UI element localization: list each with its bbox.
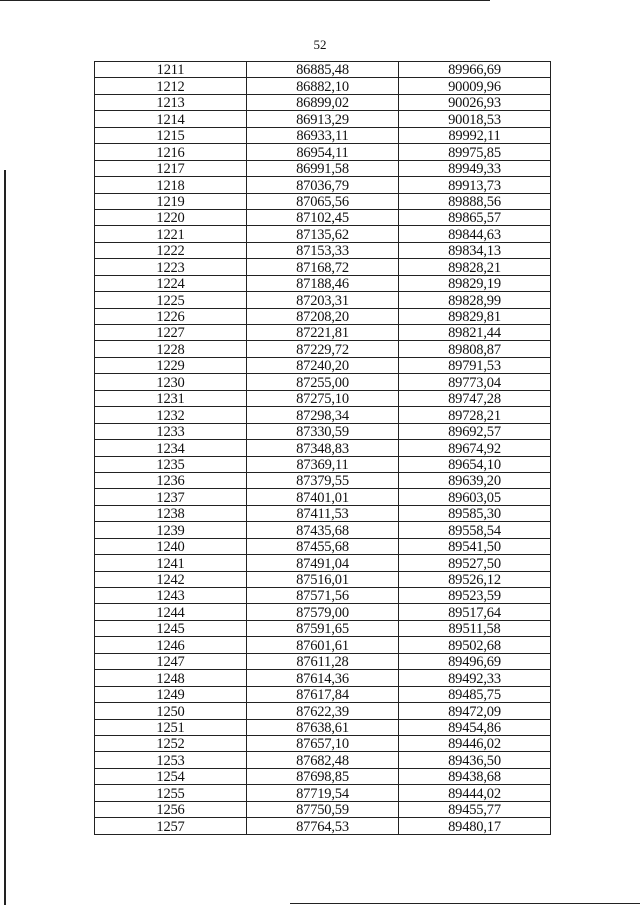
point-number-cell: 1256 (95, 801, 247, 817)
y-coordinate-cell: 89966,69 (399, 62, 551, 78)
x-coordinate-cell: 87750,59 (247, 801, 399, 817)
point-number-cell: 1212 (95, 78, 247, 94)
x-coordinate-cell: 86933,11 (247, 127, 399, 143)
y-coordinate-cell: 89791,53 (399, 357, 551, 373)
point-number-cell: 1244 (95, 604, 247, 620)
y-coordinate-cell: 89808,87 (399, 341, 551, 357)
table-row (95, 78, 551, 94)
point-number-cell: 1235 (95, 456, 247, 472)
x-coordinate-cell: 87411,53 (247, 505, 399, 521)
y-coordinate-cell: 89485,75 (399, 686, 551, 702)
y-coordinate-cell: 89654,10 (399, 456, 551, 472)
y-coordinate-cell: 89502,68 (399, 637, 551, 653)
x-coordinate-cell: 87491,04 (247, 555, 399, 571)
point-number-cell: 1237 (95, 489, 247, 505)
x-coordinate-cell: 86954,11 (247, 144, 399, 160)
table-row (95, 259, 551, 275)
point-number-cell: 1242 (95, 571, 247, 587)
x-coordinate-cell: 87255,00 (247, 374, 399, 390)
point-number-cell: 1223 (95, 259, 247, 275)
y-coordinate-cell: 89436,50 (399, 752, 551, 768)
y-coordinate-cell: 89975,85 (399, 144, 551, 160)
table-row (95, 275, 551, 291)
y-coordinate-cell: 89603,05 (399, 489, 551, 505)
x-coordinate-cell: 87036,79 (247, 177, 399, 193)
table-row (95, 637, 551, 653)
point-number-cell: 1225 (95, 292, 247, 308)
table-row (95, 440, 551, 456)
y-coordinate-cell: 89492,33 (399, 670, 551, 686)
y-coordinate-cell: 89446,02 (399, 735, 551, 751)
x-coordinate-cell: 87240,20 (247, 357, 399, 373)
x-coordinate-cell: 87638,61 (247, 719, 399, 735)
point-number-cell: 1229 (95, 357, 247, 373)
table-row (95, 226, 551, 242)
y-coordinate-cell: 89821,44 (399, 325, 551, 341)
table-row (95, 456, 551, 472)
point-number-cell: 1233 (95, 423, 247, 439)
y-coordinate-cell: 89844,63 (399, 226, 551, 242)
y-coordinate-cell: 89829,81 (399, 308, 551, 324)
point-number-cell: 1257 (95, 818, 247, 834)
x-coordinate-cell: 87298,34 (247, 407, 399, 423)
table-row (95, 571, 551, 587)
point-number-cell: 1241 (95, 555, 247, 571)
x-coordinate-cell: 87591,65 (247, 620, 399, 636)
point-number-cell: 1213 (95, 94, 247, 110)
table-row (95, 390, 551, 406)
table-row (95, 177, 551, 193)
x-coordinate-cell: 86885,48 (247, 62, 399, 78)
point-number-cell: 1240 (95, 538, 247, 554)
table-row (95, 719, 551, 735)
point-number-cell: 1254 (95, 768, 247, 784)
point-number-cell: 1214 (95, 111, 247, 127)
table-row (95, 538, 551, 554)
point-number-cell: 1246 (95, 637, 247, 653)
table-row (95, 801, 551, 817)
table-row (95, 555, 551, 571)
point-number-cell: 1230 (95, 374, 247, 390)
scan-edge-left (4, 170, 6, 905)
x-coordinate-cell: 87203,31 (247, 292, 399, 308)
y-coordinate-cell: 89692,57 (399, 423, 551, 439)
table-row (95, 522, 551, 538)
y-coordinate-cell: 89747,28 (399, 390, 551, 406)
y-coordinate-cell: 89526,12 (399, 571, 551, 587)
table-row (95, 193, 551, 209)
point-number-cell: 1236 (95, 472, 247, 488)
y-coordinate-cell: 89541,50 (399, 538, 551, 554)
y-coordinate-cell: 90026,93 (399, 94, 551, 110)
table-row (95, 735, 551, 751)
point-number-cell: 1219 (95, 193, 247, 209)
table-row (95, 752, 551, 768)
y-coordinate-cell: 89496,69 (399, 653, 551, 669)
scan-edge-bottom (290, 903, 640, 904)
table-row (95, 472, 551, 488)
table-row (95, 308, 551, 324)
x-coordinate-cell: 87379,55 (247, 472, 399, 488)
point-number-cell: 1238 (95, 505, 247, 521)
table-row (95, 94, 551, 110)
table-row (95, 505, 551, 521)
y-coordinate-cell: 89523,59 (399, 588, 551, 604)
y-coordinate-cell: 89828,21 (399, 259, 551, 275)
table-row (95, 703, 551, 719)
y-coordinate-cell: 89511,58 (399, 620, 551, 636)
y-coordinate-cell: 89865,57 (399, 209, 551, 225)
x-coordinate-cell: 87719,54 (247, 785, 399, 801)
table-row (95, 242, 551, 258)
point-number-cell: 1243 (95, 588, 247, 604)
table-row (95, 325, 551, 341)
y-coordinate-cell: 89829,19 (399, 275, 551, 291)
point-number-cell: 1221 (95, 226, 247, 242)
x-coordinate-cell: 86899,02 (247, 94, 399, 110)
table-row (95, 818, 551, 834)
table-row (95, 209, 551, 225)
coordinates-table (94, 61, 551, 835)
x-coordinate-cell: 86913,29 (247, 111, 399, 127)
x-coordinate-cell: 86882,10 (247, 78, 399, 94)
point-number-cell: 1222 (95, 242, 247, 258)
x-coordinate-cell: 87348,83 (247, 440, 399, 456)
table-row (95, 686, 551, 702)
x-coordinate-cell: 87188,46 (247, 275, 399, 291)
x-coordinate-cell: 87168,72 (247, 259, 399, 275)
x-coordinate-cell: 87579,00 (247, 604, 399, 620)
table-row (95, 292, 551, 308)
point-number-cell: 1228 (95, 341, 247, 357)
table-body (95, 62, 551, 835)
point-number-cell: 1211 (95, 62, 247, 78)
y-coordinate-cell: 89773,04 (399, 374, 551, 390)
x-coordinate-cell: 87611,28 (247, 653, 399, 669)
table-row (95, 127, 551, 143)
table-row (95, 407, 551, 423)
point-number-cell: 1252 (95, 735, 247, 751)
point-number-cell: 1227 (95, 325, 247, 341)
y-coordinate-cell: 89834,13 (399, 242, 551, 258)
y-coordinate-cell: 89585,30 (399, 505, 551, 521)
x-coordinate-cell: 87369,11 (247, 456, 399, 472)
table-row (95, 62, 551, 78)
table-row (95, 341, 551, 357)
table-row (95, 620, 551, 636)
point-number-cell: 1234 (95, 440, 247, 456)
x-coordinate-cell: 87614,36 (247, 670, 399, 686)
x-coordinate-cell: 87435,68 (247, 522, 399, 538)
scan-edge-top (0, 0, 490, 1)
x-coordinate-cell: 87682,48 (247, 752, 399, 768)
y-coordinate-cell: 89674,92 (399, 440, 551, 456)
point-number-cell: 1247 (95, 653, 247, 669)
y-coordinate-cell: 89949,33 (399, 160, 551, 176)
x-coordinate-cell: 87601,61 (247, 637, 399, 653)
x-coordinate-cell: 87764,53 (247, 818, 399, 834)
table-row (95, 111, 551, 127)
x-coordinate-cell: 87153,33 (247, 242, 399, 258)
table-row (95, 785, 551, 801)
table-row (95, 144, 551, 160)
x-coordinate-cell: 87401,01 (247, 489, 399, 505)
point-number-cell: 1251 (95, 719, 247, 735)
point-number-cell: 1218 (95, 177, 247, 193)
y-coordinate-cell: 89558,54 (399, 522, 551, 538)
table-row (95, 604, 551, 620)
y-coordinate-cell: 89480,17 (399, 818, 551, 834)
y-coordinate-cell: 89472,09 (399, 703, 551, 719)
point-number-cell: 1250 (95, 703, 247, 719)
table-row (95, 768, 551, 784)
y-coordinate-cell: 89888,56 (399, 193, 551, 209)
x-coordinate-cell: 87516,01 (247, 571, 399, 587)
y-coordinate-cell: 89913,73 (399, 177, 551, 193)
x-coordinate-cell: 87102,45 (247, 209, 399, 225)
x-coordinate-cell: 87275,10 (247, 390, 399, 406)
y-coordinate-cell: 89992,11 (399, 127, 551, 143)
y-coordinate-cell: 89527,50 (399, 555, 551, 571)
table-row (95, 423, 551, 439)
y-coordinate-cell: 89454,86 (399, 719, 551, 735)
x-coordinate-cell: 87065,56 (247, 193, 399, 209)
y-coordinate-cell: 89639,20 (399, 472, 551, 488)
y-coordinate-cell: 89828,99 (399, 292, 551, 308)
table-row (95, 670, 551, 686)
x-coordinate-cell: 87330,59 (247, 423, 399, 439)
point-number-cell: 1220 (95, 209, 247, 225)
point-number-cell: 1253 (95, 752, 247, 768)
y-coordinate-cell: 89517,64 (399, 604, 551, 620)
x-coordinate-cell: 87622,39 (247, 703, 399, 719)
y-coordinate-cell: 89444,02 (399, 785, 551, 801)
x-coordinate-cell: 87657,10 (247, 735, 399, 751)
x-coordinate-cell: 87229,72 (247, 341, 399, 357)
point-number-cell: 1231 (95, 390, 247, 406)
page-number: 52 (313, 37, 327, 52)
x-coordinate-cell: 87221,81 (247, 325, 399, 341)
x-coordinate-cell: 86991,58 (247, 160, 399, 176)
x-coordinate-cell: 87208,20 (247, 308, 399, 324)
x-coordinate-cell: 87135,62 (247, 226, 399, 242)
point-number-cell: 1217 (95, 160, 247, 176)
table-row (95, 653, 551, 669)
point-number-cell: 1245 (95, 620, 247, 636)
table-row (95, 374, 551, 390)
point-number-cell: 1215 (95, 127, 247, 143)
point-number-cell: 1224 (95, 275, 247, 291)
x-coordinate-cell: 87617,84 (247, 686, 399, 702)
point-number-cell: 1216 (95, 144, 247, 160)
x-coordinate-cell: 87698,85 (247, 768, 399, 784)
point-number-cell: 1232 (95, 407, 247, 423)
y-coordinate-cell: 89455,77 (399, 801, 551, 817)
point-number-cell: 1226 (95, 308, 247, 324)
point-number-cell: 1239 (95, 522, 247, 538)
y-coordinate-cell: 90009,96 (399, 78, 551, 94)
table-row (95, 357, 551, 373)
x-coordinate-cell: 87571,56 (247, 588, 399, 604)
point-number-cell: 1255 (95, 785, 247, 801)
x-coordinate-cell: 87455,68 (247, 538, 399, 554)
point-number-cell: 1248 (95, 670, 247, 686)
point-number-cell: 1249 (95, 686, 247, 702)
y-coordinate-cell: 90018,53 (399, 111, 551, 127)
table-row (95, 588, 551, 604)
table-row (95, 160, 551, 176)
y-coordinate-cell: 89438,68 (399, 768, 551, 784)
y-coordinate-cell: 89728,21 (399, 407, 551, 423)
table-row (95, 489, 551, 505)
